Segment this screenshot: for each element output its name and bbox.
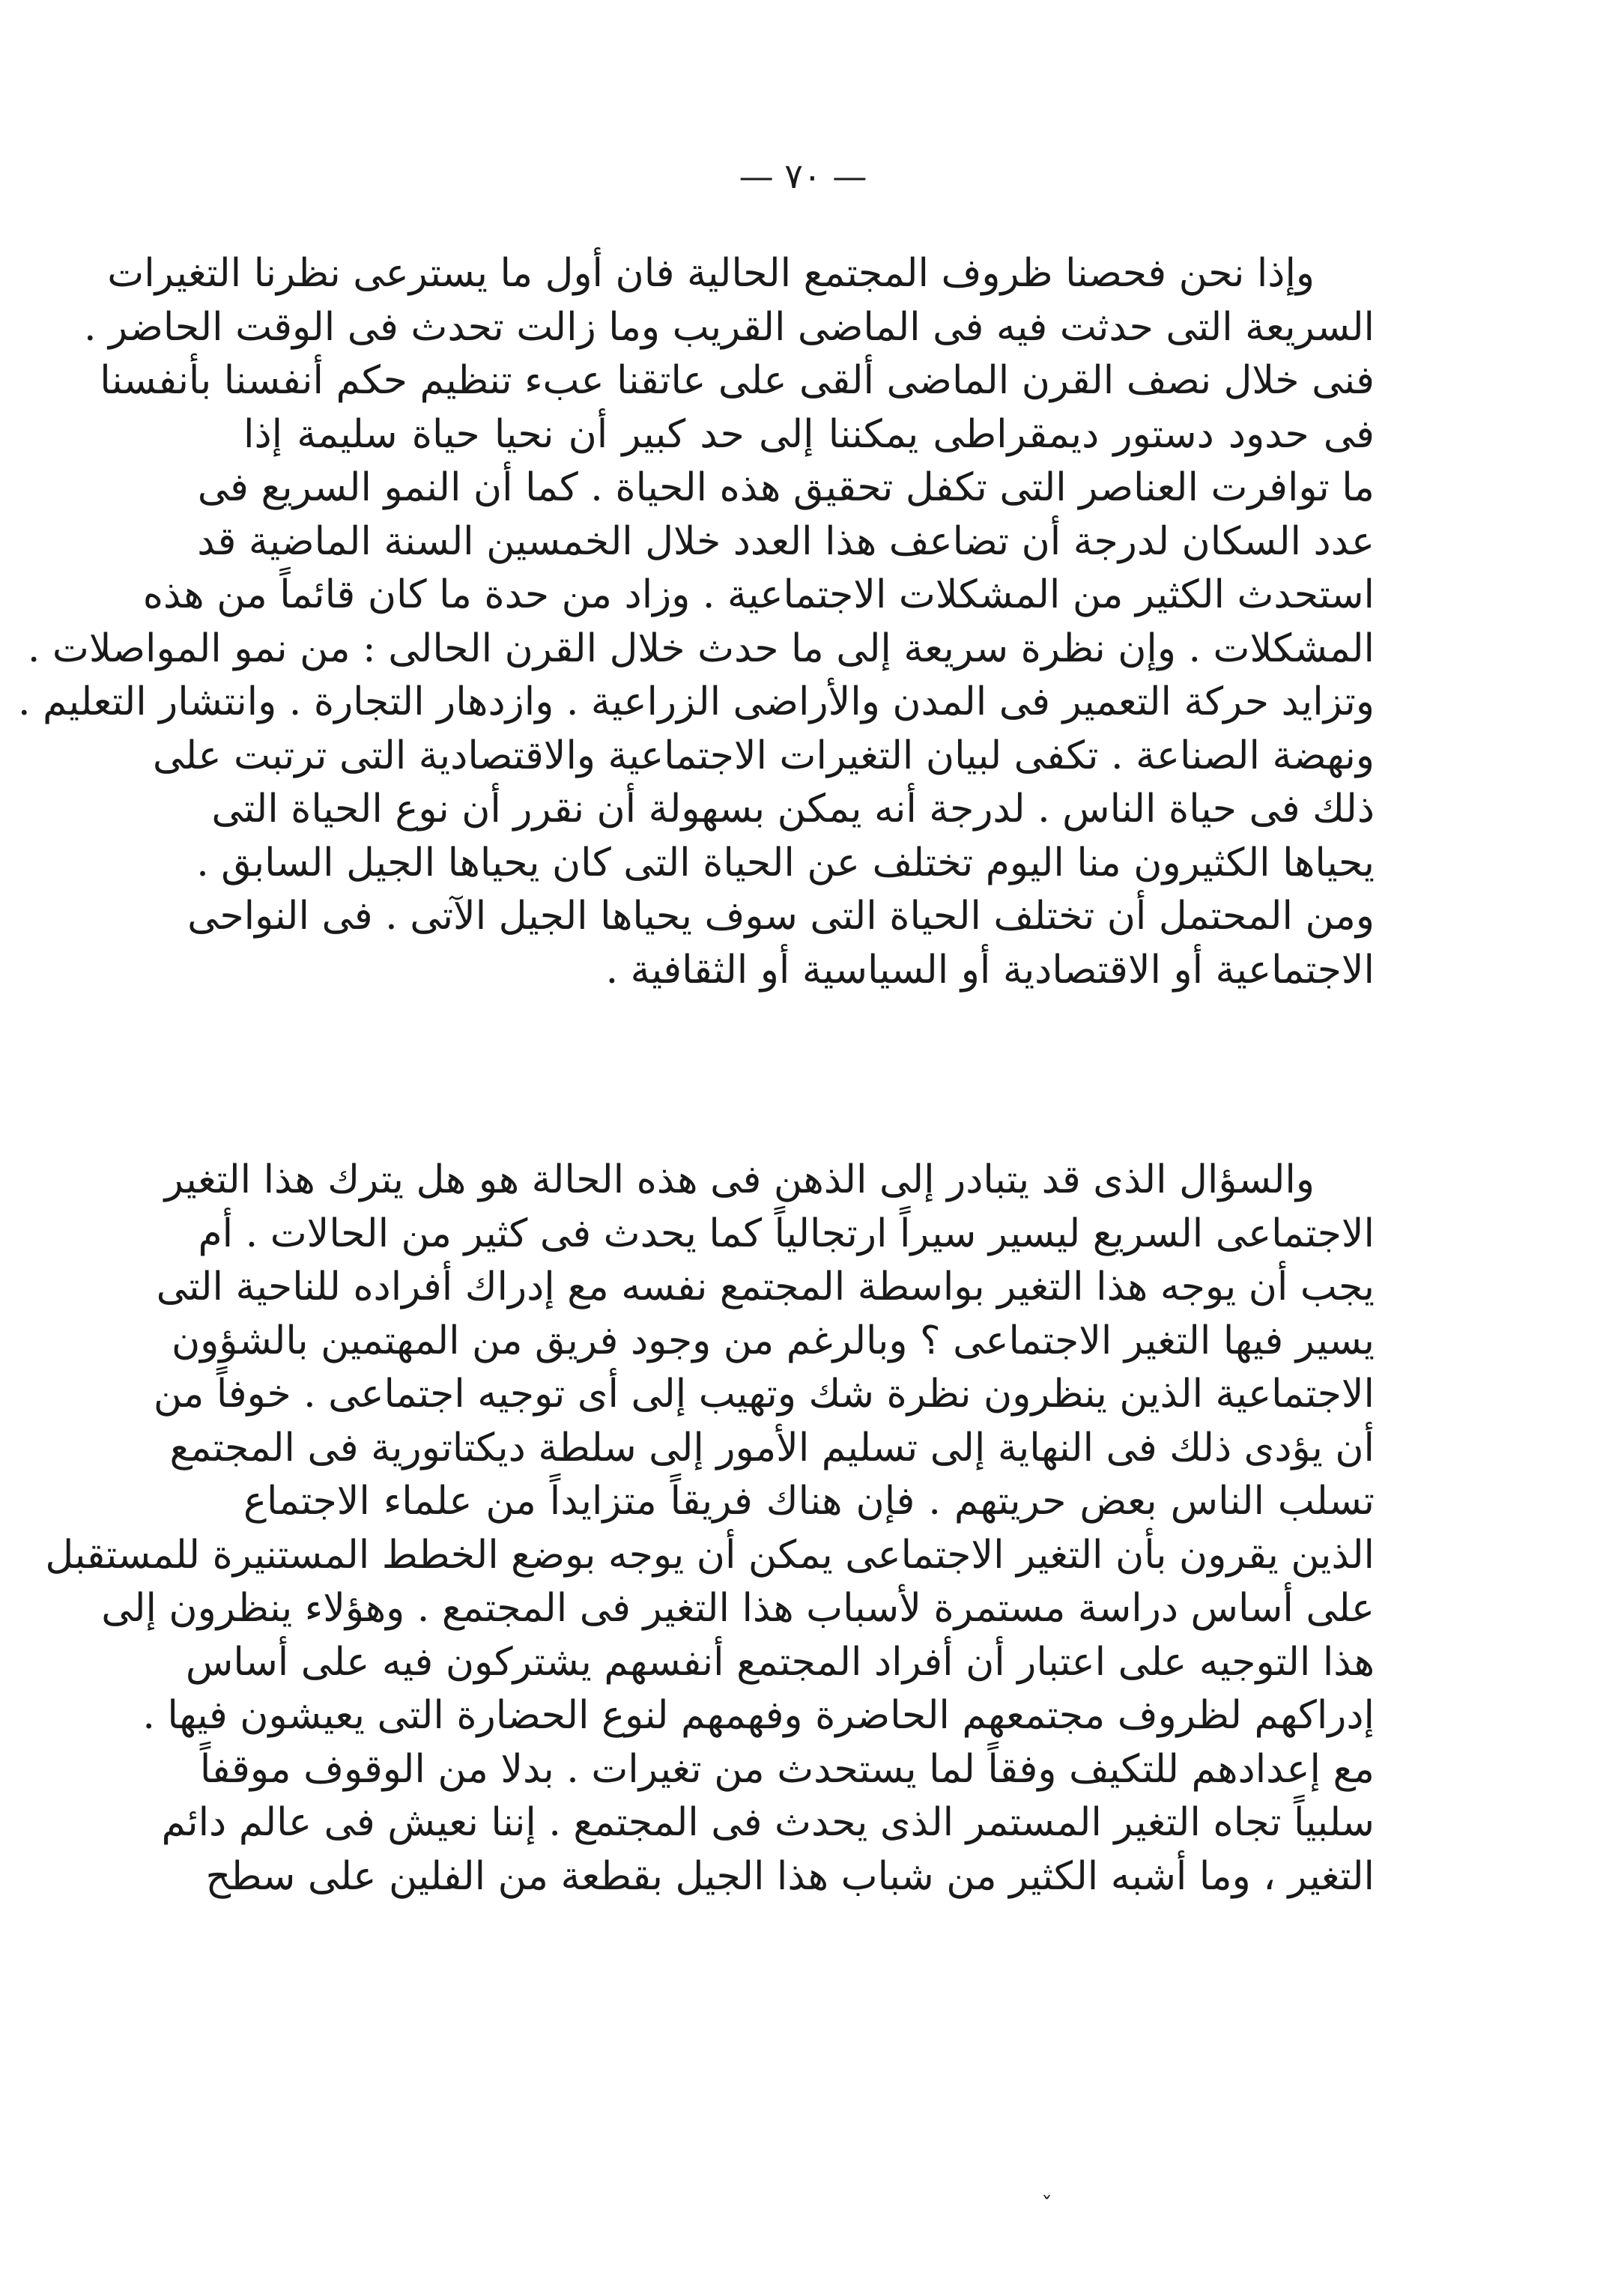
text-line: سلبياً تجاه التغير المستمر الذى يحدث فى المجتمع . إننا نعيش فى عالم دائم — [161, 1800, 1375, 1845]
paragraph-2 — [45, 1154, 1375, 1903]
text-line: ذلك فى حياة الناس . لدرجة أنه يمكن بسهولة أن نقرر أن نوع الحياة التى — [211, 787, 1375, 832]
text-line: وتزايد حركة التعمير فى المدن والأراضى الزراعية . وازدهار التجارة . وانتشار التعليم . — [18, 679, 1375, 724]
text-line: إدراكهم لظروف مجتمعهم الحاضرة وفهمهم لنوع الحضارة التى يعيشون فيها . — [142, 1693, 1375, 1738]
text-line: يسير فيها التغير الاجتماعى ؟ وبالرغم من وجود فريق من المهتمين بالشؤون — [171, 1318, 1375, 1363]
text-line: يجب أن يوجه هذا التغير بواسطة المجتمع نفسه مع إدراك أفراده للناحية التى — [156, 1264, 1375, 1309]
text-line: والسؤال الذى قد يتبادر إلى الذهن فى هذه الحالة هو هل يترك هذا التغير — [164, 1157, 1315, 1202]
text-line: فنى خلال نصف القرن الماضى ألقى على عاتقنا عبء تنظيم حكم أنفسنا بأنفسنا — [100, 358, 1375, 403]
text-line: السريعة التى حدثت فيه فى الماضى القريب وما زالت تحدث فى الوقت الحاضر . — [83, 304, 1375, 350]
text-line: على أساس دراسة مستمرة لأسباب هذا التغير فى المجتمع . وهؤلاء ينظرون إلى — [101, 1586, 1375, 1631]
text-line: مع إعدادهم للتكيف وفقاً لما يستحدث من تغيرات . بدلا من الوقوف موقفاً — [199, 1746, 1375, 1792]
text-line: الاجتماعى السريع ليسير سيراً ارتجالياً كما يحدث فى كثير من الحالات . أم — [198, 1211, 1375, 1256]
text-line: هذا التوجيه على اعتبار أن أفراد المجتمع أنفسهم يشتركون فيه على أساس — [185, 1639, 1375, 1685]
text-line: ومن المحتمل أن تختلف الحياة التى سوف يحياها الجيل الآتى . فى النواحى — [187, 894, 1375, 939]
text-line: وإذا نحن فحصنا ظروف المجتمع الحالية فان أول ما يسترعى نظرنا التغيرات — [107, 251, 1315, 296]
text-line: يحياها الكثيرون منا اليوم تختلف عن الحياة التى كان يحياها الجيل السابق . — [196, 840, 1375, 885]
page-number: — ٧٠ — — [739, 156, 867, 196]
text-line: المشكلات . وإن نظرة سريعة إلى ما حدث خلال القرن الحالى : من نمو المواصلات . — [27, 626, 1375, 671]
text-line: الذين يقرون بأن التغير الاجتماعى يمكن أن يوجه بوضع الخطط المستنيرة للمستقبل — [45, 1532, 1375, 1578]
text-line: فى حدود دستور ديمقراطى يمكننا إلى حد كبير أن نحيا حياة سليمة إذا — [243, 411, 1375, 457]
text-line: الاجتماعية الذين ينظرون نظرة شك وتهيب إلى أى توجيه اجتماعى . خوفاً من — [153, 1372, 1375, 1417]
text-line: تسلب الناس بعض حريتهم . فإن هناك فريقاً متزايداً من علماء الاجتماع — [243, 1479, 1375, 1524]
text-line: عدد السكان لدرجة أن تضاعف هذا العدد خلال الخمسين السنة الماضية قد — [197, 518, 1375, 564]
text-line: استحدث الكثير من المشكلات الاجتماعية . وزاد من حدة ما كان قائماً من هذه — [142, 572, 1375, 617]
text-line: الاجتماعية أو الاقتصادية أو السياسية أو الثقافية . — [605, 947, 1375, 993]
paragraph-1 — [18, 247, 1375, 997]
text-line: ما توافرت العناصر التى تكفل تحقيق هذه الحياة . كما أن النمو السريع فى — [197, 465, 1375, 510]
text-line: أن يؤدى ذلك فى النهاية إلى تسليم الأمور إلى سلطة ديكتاتورية فى المجتمع — [169, 1425, 1375, 1470]
footer-mark: ˇ — [1041, 2193, 1052, 2219]
text-line: ونهضة الصناعة . تكفى لبيان التغيرات الاجتماعية والاقتصادية التى ترتبت على — [152, 733, 1375, 778]
text-line: التغير ، وما أشبه الكثير من شباب هذا الجيل بقطعة من الفلين على سطح — [205, 1853, 1375, 1899]
